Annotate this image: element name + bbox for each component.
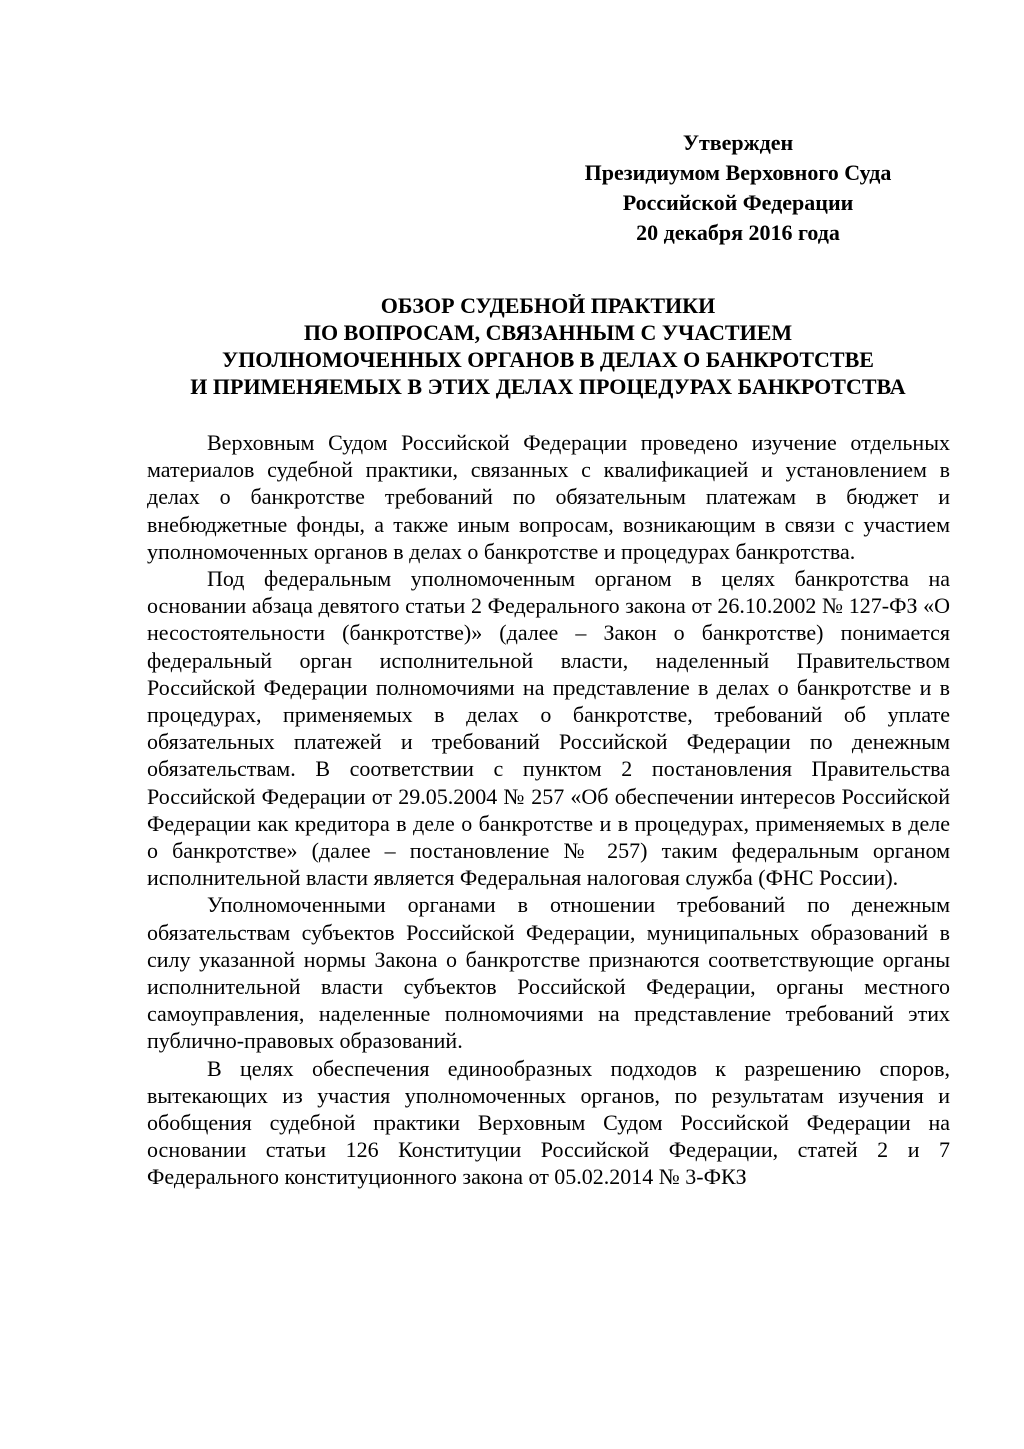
paragraph-1: Верховным Судом Российской Федерации проведено изучение отдельных материалов судебной практики, связанных с квалификацией и установлением в делах о банкротстве требований по обязательным платежам в бюджет и внебюджетные фонды, а также иным вопросам, возникающим в связи с участием уполномоченных органов в делах о банкротстве и процедурах банкротства. bbox=[147, 430, 950, 564]
approval-line-1: Утвержден bbox=[682, 130, 794, 155]
paragraph-4: В целях обеспечения единообразных подходов к разрешению споров, вытекающих из участия уполномоченных органов, по результатам изучения и обобщения судебной практики Верховным Судом Российской Федерации на основании статьи 126 Конституции Российской Федерации, статей 2 и 7 Федерального конституционного закона от 05.02.2014 № 3-ФКЗ bbox=[147, 1055, 950, 1190]
approval-stamp bbox=[560, 128, 916, 248]
title-line-1: ОБЗОР СУДЕБНОЙ ПРАКТИКИ bbox=[380, 293, 716, 318]
document-title bbox=[147, 292, 949, 400]
paragraph-3: Уполномоченными органами в отношении требований по денежным обязательствам субъектов Российской Федерации, муниципальных образований в силу указанной нормы Закона о банкротстве признаются соответствующие органы исполнительной власти субъектов Российской Федерации, органы местного самоуправления, наделенные полномочиями на представление требований этих публично-правовых образований. bbox=[147, 892, 950, 1054]
title-line-3: УПОЛНОМОЧЕННЫХ ОРГАНОВ В ДЕЛАХ О БАНКРОТСТВЕ bbox=[222, 347, 874, 372]
approval-line-4: 20 декабря 2016 года bbox=[636, 220, 840, 245]
paragraph-2: Под федеральным уполномоченным органом в целях банкротства на основании абзаца девятого статьи 2 Федерального закона от 26.10.2002 № 127-ФЗ «О несостоятельности (банкротстве)» (далее – Закон о банкротстве) понимается федеральный орган исполнительной власти, наделенный Правительством Российской Федерации полномочиями на представление в делах о банкротстве и в процедурах, применяемых в делах о банкротстве, требований об уплате обязательных платежей и требований Российской Федерации по денежным обязательствам. В соответствии с пунктом 2 постановления Правительства Российской Федерации от 29.05.2004 № 257 «Об обеспечении интересов Российской Федерации как кредитора в деле о банкротстве и в процедурах, применяемых в деле о банкротстве» (далее – постановление № 257) таким федеральным органом исполнительной власти является Федеральная налоговая служба (ФНС России). bbox=[147, 566, 950, 891]
document-body bbox=[147, 429, 950, 1191]
title-line-4: И ПРИМЕНЯЕМЫХ В ЭТИХ ДЕЛАХ ПРОЦЕДУРАХ БАНКРОТСТВА bbox=[190, 374, 906, 399]
approval-line-3: Российской Федерации bbox=[622, 190, 854, 215]
approval-line-2: Президиумом Верховного Суда bbox=[584, 160, 892, 185]
title-line-2: ПО ВОПРОСАМ, СВЯЗАННЫМ С УЧАСТИЕМ bbox=[303, 320, 793, 345]
